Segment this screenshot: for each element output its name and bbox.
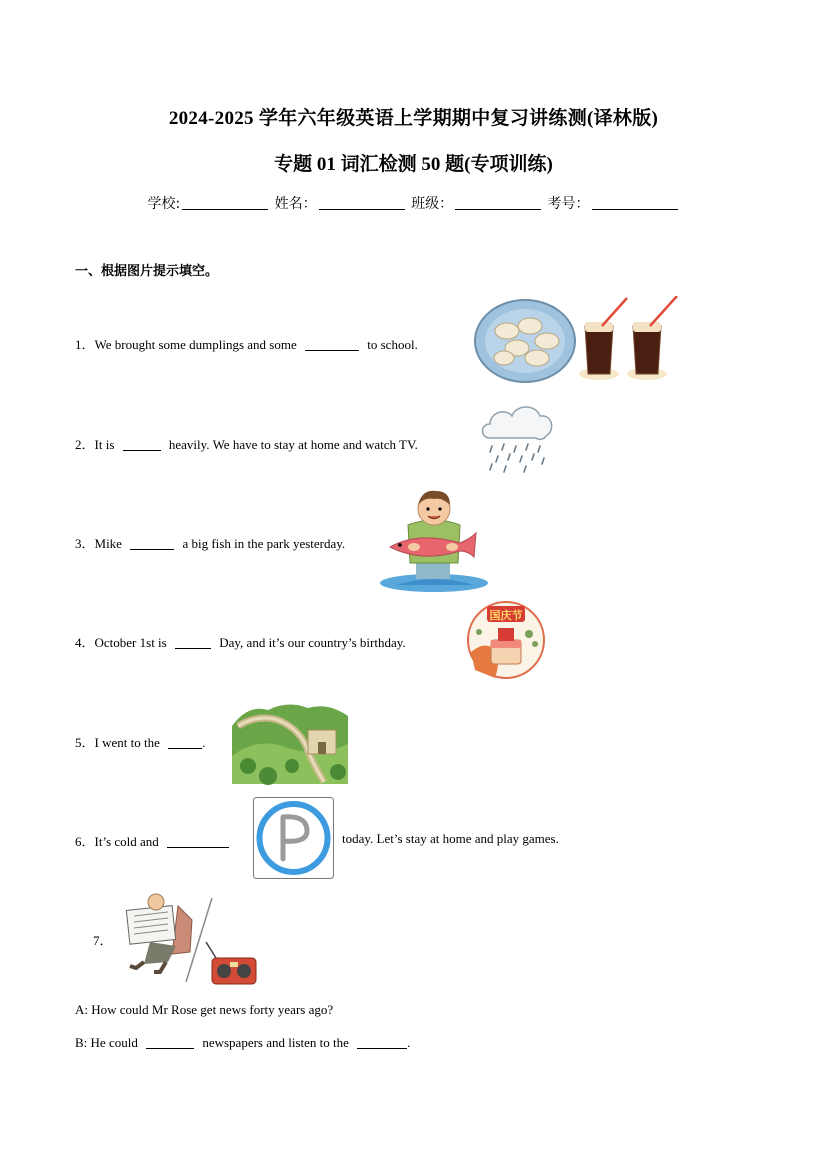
exam-number-field[interactable] [592, 195, 678, 210]
answer-blank[interactable] [130, 536, 174, 550]
boy-holding-fish-image [378, 485, 490, 593]
answer-blank[interactable] [168, 735, 202, 749]
question-text: heavily. We have to stay at home and watch TV. [165, 437, 418, 452]
page-subtitle: 专题 01 词汇检测 50 题(专项训练) [274, 154, 553, 175]
dumplings-and-drinks-image [472, 296, 687, 386]
national-day-badge-image [465, 600, 547, 680]
answer-blank[interactable] [305, 337, 359, 351]
question-5 [75, 732, 205, 751]
name-field[interactable] [319, 195, 405, 210]
answer-blank[interactable] [146, 1035, 194, 1049]
class-label: 班级： [411, 196, 454, 212]
dialogue-line-a: A: How could Mr Rose get news forty years ago? [75, 1002, 334, 1017]
school-field[interactable] [182, 195, 268, 210]
dialogue-text: newspapers and listen to the [199, 1035, 353, 1050]
answer-blank[interactable] [357, 1035, 407, 1049]
question-text: . [202, 735, 206, 750]
question-3 [75, 533, 345, 552]
parking-sign-image [253, 797, 334, 879]
page-title: 2024-2025 学年六年级英语上学期期中复习讲练测(译林版) [168, 108, 659, 129]
section-heading: 一、根据图片提示填空。 [75, 264, 219, 279]
question-text: to school. [364, 337, 418, 352]
school-label: 学校: [147, 196, 181, 212]
badge-text: 国庆节 [489, 609, 523, 622]
question-number: 5． [75, 735, 95, 750]
question-text: It is [94, 437, 118, 452]
question-text: I went to the [94, 735, 164, 750]
question-text: Day, and it’s our country’s birthday. [215, 635, 406, 650]
question-number: 6． [75, 834, 95, 849]
question-7-number: 7． [93, 933, 113, 948]
answer-blank[interactable] [175, 635, 211, 649]
question-number: 2． [75, 437, 95, 452]
exam-number-label: 考号： [547, 196, 590, 212]
question-text: Mike [94, 536, 126, 551]
class-field[interactable] [455, 195, 541, 210]
answer-blank[interactable] [123, 437, 161, 451]
man-reading-newspaper-and-radio-image [120, 892, 262, 988]
question-text: We brought some dumplings and some [94, 337, 301, 352]
name-label: 姓名： [274, 196, 317, 212]
question-2 [75, 434, 418, 453]
rain-cloud-image [478, 400, 558, 475]
question-6 [75, 831, 234, 850]
dialogue-line-b [75, 1035, 410, 1051]
question-number: 4． [75, 635, 95, 650]
question-text: It’s cold and [94, 834, 163, 849]
great-wall-image [228, 696, 352, 788]
question-number: 1． [75, 337, 95, 352]
question-text: a big fish in the park yesterday. [179, 536, 346, 551]
question-4 [75, 632, 406, 651]
question-text: October 1st is [94, 635, 170, 650]
answer-blank[interactable] [167, 834, 229, 848]
dialogue-text: . [407, 1035, 411, 1050]
question-number: 3． [75, 536, 95, 551]
question-1 [75, 334, 418, 353]
question-6-tail: today. Let’s stay at home and play games. [342, 831, 559, 846]
dialogue-text: B: He could [75, 1035, 142, 1050]
student-info-line [0, 193, 827, 213]
